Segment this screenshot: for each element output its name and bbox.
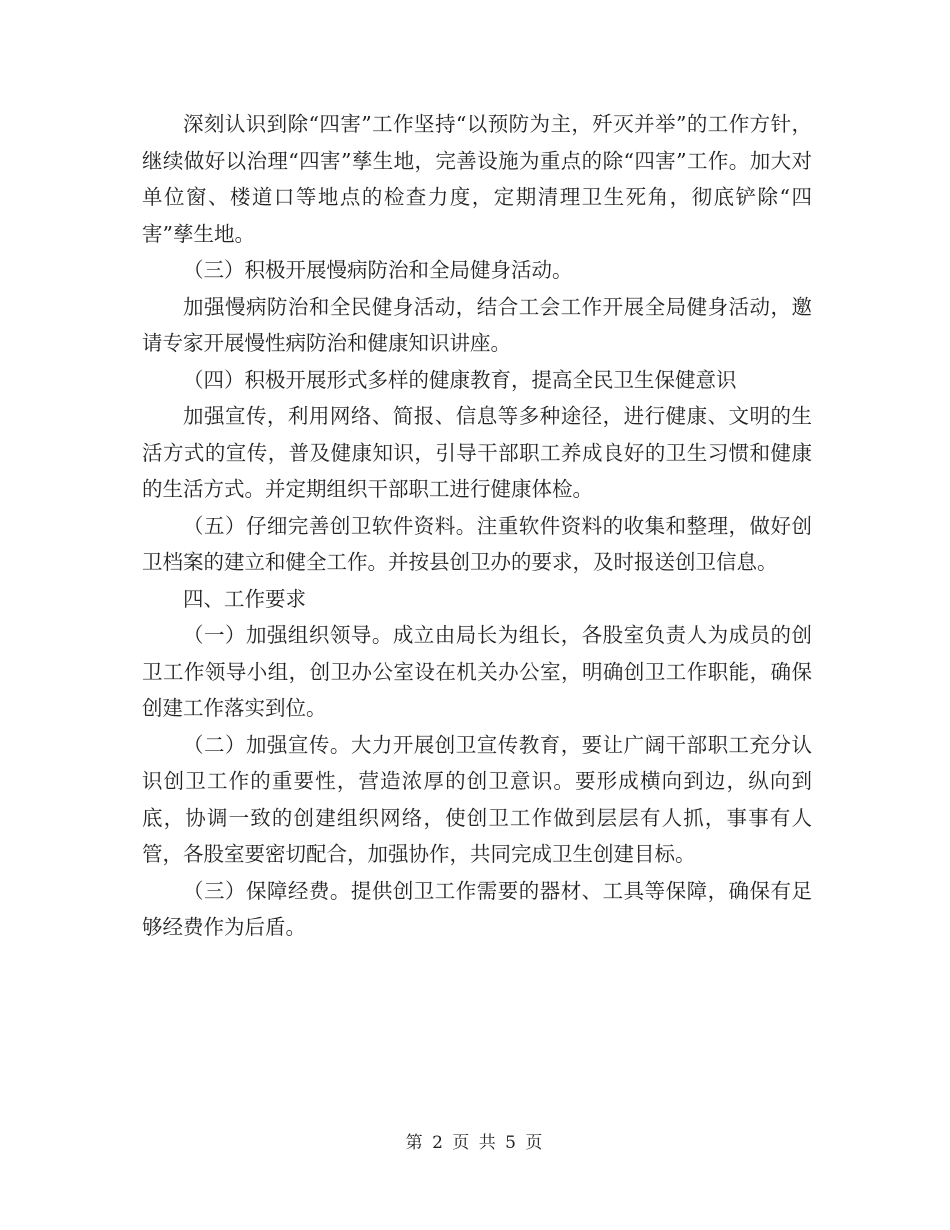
paragraph-organization-leadership: （一）加强组织领导。成立由局长为组长，各股室负责人为成员的创卫工作领导小组，创卫办公室设在机关办公室，明确创卫工作职能，确保创建工作落实到位。 bbox=[142, 623, 812, 720]
paragraph-funding: （三）保障经费。提供创卫工作需要的器材、工具等保障，确保有足够经费作为后盾。 bbox=[142, 878, 812, 939]
paragraph-publicity: （二）加强宣传。大力开展创卫宣传教育，要让广阔干部职工充分认识创卫工作的重要性，营造浓厚的创卫意识。要形成横向到边，纵向到底，协调一致的创建组织网络，使创卫工作做到层层有人抓，事事有人管，各股室要密切配合，加强协作，共同完成卫生创建目标。 bbox=[142, 732, 812, 866]
paragraph-pest-control: 深刻认识到除“四害”工作坚持“以预防为主，歼灭并举”的工作方针，继续做好以治理“四害”孳生地，完善设施为重点的除“四害”工作。加大对单位窗、楼道口等地点的检查力度，定期清理卫生死角，彻底铲除“四害”孳生地。 bbox=[142, 112, 812, 246]
section-heading-work-requirements: 四、工作要求 bbox=[183, 586, 306, 611]
page-number-footer: 第 2 页 共 5 页 bbox=[405, 1133, 545, 1153]
paragraph-software-materials: （五）仔细完善创卫软件资料。注重软件资料的收集和整理，做好创卫档案的建立和健全工作。并按县创卫办的要求，及时报送创卫信息。 bbox=[142, 513, 812, 574]
paragraph-health-education: 加强宣传，利用网络、简报、信息等多种途径，进行健康、文明的生活方式的宣传，普及健康知识，引导干部职工养成良好的卫生习惯和健康的生活方式。并定期组织干部职工进行健康体检。 bbox=[142, 404, 812, 501]
heading-chronic-disease: （三）积极开展慢病防治和全局健身活动。 bbox=[183, 258, 573, 282]
document-body bbox=[142, 106, 812, 946]
paragraph-chronic-disease: 加强慢病防治和全民健身活动，结合工会工作开展全局健身活动，邀请专家开展慢性病防治和健康知识讲座。 bbox=[142, 294, 812, 355]
heading-health-education: （四）积极开展形式多样的健康教育，提高全民卫生保健意识 bbox=[183, 367, 737, 392]
